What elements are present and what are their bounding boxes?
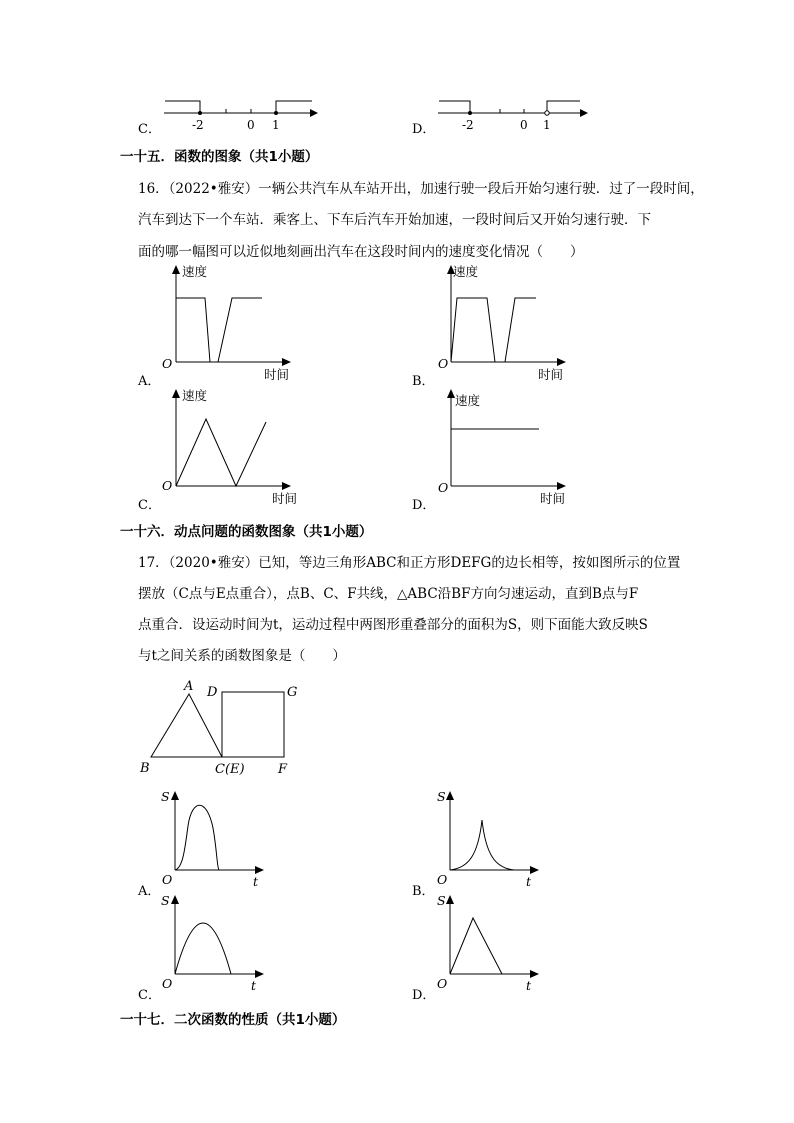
q17-option-c: C． <box>138 988 161 1003</box>
q17-graph-d <box>430 892 550 992</box>
x-axis-label: t <box>526 874 532 889</box>
q17-graph-b <box>430 788 550 888</box>
x-axis-label: t <box>253 874 259 889</box>
label-f: F <box>278 762 288 777</box>
label-a: A <box>184 679 194 694</box>
tick-0: 0 <box>247 118 255 132</box>
q17-option-d: D． <box>412 988 436 1003</box>
y-axis-label: S <box>161 789 170 804</box>
q16-option-b: B． <box>412 374 435 389</box>
q16-graph-b <box>435 262 575 382</box>
option-d-label: D． <box>412 122 436 137</box>
q17-line-4: 与t之间关系的函数图象是（ ） <box>138 648 346 664</box>
q16-line-3: 面的哪一幅图可以近似地刻画出汽车在这段时间内的速度变化情况（ ） <box>138 244 584 260</box>
origin-label: O <box>162 872 173 887</box>
q16-graph-d <box>435 386 575 506</box>
x-axis-label: t <box>526 978 532 993</box>
q16-graph-a <box>160 262 300 382</box>
y-axis-label: S <box>437 893 446 908</box>
label-d: D <box>207 685 218 700</box>
x-axis-label: 时间 <box>264 367 290 382</box>
label-g: G <box>287 685 298 700</box>
x-axis-label: 时间 <box>538 367 564 382</box>
tick-0: 0 <box>520 118 528 132</box>
origin-label: O <box>162 976 173 991</box>
y-axis-label: 速度 <box>453 264 479 279</box>
section-16-title: 一十六．动点问题的函数图象（共1小题） <box>120 524 373 540</box>
q16-option-d: D． <box>412 498 436 513</box>
origin-label: O <box>438 356 449 371</box>
y-axis-label: 速度 <box>455 393 481 408</box>
x-axis-label: t <box>251 978 257 993</box>
section-17-title: 一十七．二次函数的性质（共1小题） <box>120 1012 346 1028</box>
x-axis-label: 时间 <box>272 491 298 506</box>
origin-label: O <box>162 478 173 493</box>
label-ce: C(E) <box>215 762 245 777</box>
origin-label: O <box>437 872 448 887</box>
q17-figure <box>138 680 318 780</box>
label-b: B <box>140 761 150 776</box>
y-axis-label: 速度 <box>182 264 208 279</box>
origin-label: O <box>437 976 448 991</box>
q17-graph-a <box>155 788 275 888</box>
option-c-label: C． <box>138 122 161 137</box>
q17-line-2: 摆放（C点与E点重合），点B、C、F共线，△ABC沿BF方向匀速运动，直到B点与F <box>138 586 639 602</box>
origin-label: O <box>162 356 173 371</box>
number-line-d <box>434 95 594 135</box>
y-axis-label: S <box>161 893 170 908</box>
origin-label: O <box>438 480 449 495</box>
x-axis-label: 时间 <box>540 491 566 506</box>
q16-graph-c <box>160 386 300 506</box>
q17-line-3: 点重合．设运动时间为t，运动过程中两图形重叠部分的面积为S，则下面能大致反映S <box>138 617 648 633</box>
tick-1: 1 <box>272 118 280 132</box>
y-axis-label: 速度 <box>182 388 208 403</box>
q16-line-2: 汽车到达下一个车站．乘客上、下车后汽车开始加速，一段时间后又开始匀速行驶．下 <box>138 212 651 228</box>
q17-option-a: A． <box>138 884 161 899</box>
tick-neg2: -2 <box>462 118 474 132</box>
tick-1: 1 <box>543 118 551 132</box>
number-line-c <box>160 95 320 135</box>
q17-line-1: 17．（2020•雅安）已知，等边三角形ABC和正方形DEFG的边长相等，按如图所示的位置 <box>138 555 681 571</box>
tick-neg2: -2 <box>192 118 204 132</box>
y-axis-label: S <box>437 789 446 804</box>
q17-graph-c <box>155 892 275 992</box>
section-15-title: 一十五．函数的图象（共1小题） <box>120 149 319 165</box>
q17-option-b: B． <box>412 884 435 899</box>
q16-line-1: 16．（2022•雅安）一辆公共汽车从车站开出，加速行驶一段后开始匀速行驶．过了一段时间， <box>138 181 704 197</box>
q16-option-c: C． <box>138 498 161 513</box>
q16-option-a: A． <box>138 374 161 389</box>
